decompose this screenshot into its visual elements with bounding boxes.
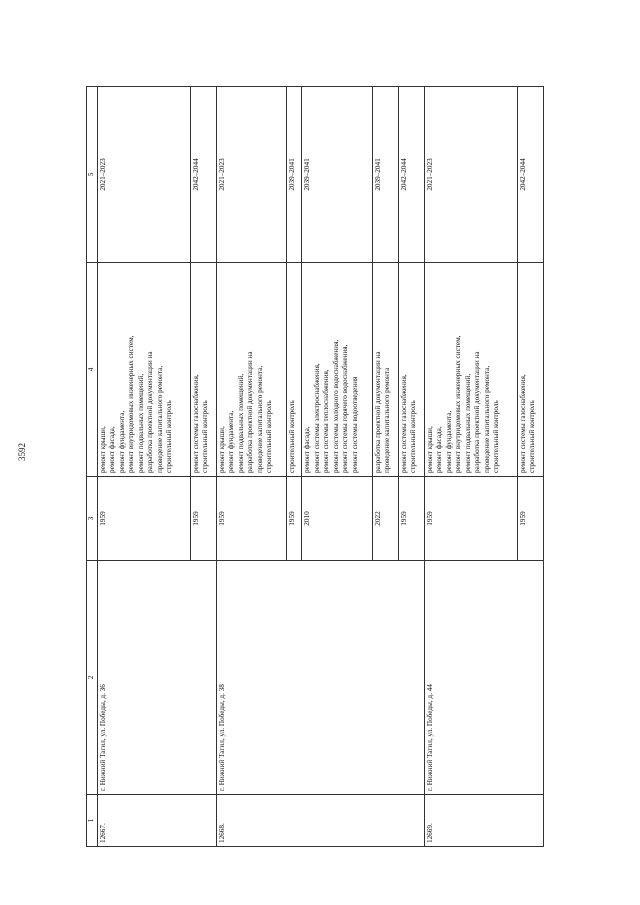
period-cell: 2039–2041 [302, 87, 373, 263]
period-cell: 2042–2044 [190, 87, 216, 263]
period-cell: 2042–2044 [398, 87, 424, 263]
works-cell [398, 263, 424, 477]
work-item: ремонт системы теплоснабжения, [322, 369, 331, 473]
address-cell: г. Нижний Тагил, ул. Победы, д. 44 [424, 561, 543, 795]
work-item: ремонт подвальных помещений, [463, 373, 472, 473]
year-cell: 1959 [216, 477, 287, 561]
header-row [87, 87, 98, 847]
object-code-cell: 12669. [424, 795, 543, 847]
table-row [97, 87, 190, 847]
table-row [216, 87, 287, 847]
page-number: 3592 [17, 443, 27, 461]
work-item: разработка проектной документации на [246, 351, 255, 473]
work-item: ремонт системы холодного водоснабжения, [331, 339, 340, 473]
works-cell [302, 263, 373, 477]
work-item: ремонт крыши, [98, 426, 107, 473]
work-item: ремонт фундамента, [227, 410, 236, 473]
work-item: разработка проектной документации на [146, 351, 154, 473]
object-code-cell: 12667. [97, 795, 216, 847]
header-col-4: 4 [87, 263, 98, 477]
work-item: ремонт подвальных помещений, [136, 373, 145, 473]
work-item: ремонт системы газоснабжения, [399, 374, 408, 473]
work-item: проведение капитального ремонта, [155, 365, 164, 473]
year-cell: 1959 [190, 477, 216, 561]
work-item: ремонт фундамента, [444, 410, 453, 473]
period-cell: 2039–2041 [372, 87, 398, 263]
work-item: ремонт системы горячего водоснабжения, [341, 344, 350, 473]
works-cell [424, 263, 517, 477]
work-item: ремонт фасада, [303, 426, 312, 473]
work-item: строительный контроль [528, 400, 537, 473]
work-item: ремонт внутридомовых инженерных систем, [454, 335, 463, 473]
period-cell: 2021–2023 [424, 87, 517, 263]
works-cell [190, 263, 216, 477]
work-item: проведение капитального ремонта, [482, 365, 491, 473]
year-cell: 2022 [372, 477, 398, 561]
works-cell [517, 263, 543, 477]
period-cell: 2021–2023 [216, 87, 287, 263]
header-col-1: 1 [87, 795, 98, 847]
address-cell: г. Нижний Тагил, ул. Победы, д. 36 [97, 561, 216, 795]
works-cell [97, 263, 190, 477]
work-item: ремонт фасада, [435, 426, 444, 473]
work-item: проведение капитального ремонта, [255, 365, 264, 473]
year-cell: 1959 [287, 477, 302, 561]
year-cell: 2010 [302, 477, 373, 561]
work-item: ремонт подвальных помещений, [236, 373, 245, 473]
works-cell [372, 263, 398, 477]
year-cell: 1959 [97, 477, 190, 561]
rotated-table-container [86, 87, 544, 847]
work-item: ремонт внутридомовых инженерных систем, [127, 335, 135, 473]
repair-schedule-table [86, 86, 544, 847]
year-cell: 1959 [517, 477, 543, 561]
work-item: проведение капитального ремонта [383, 367, 392, 473]
work-item: разработка проектной документации на [473, 351, 482, 473]
header-col-3: 3 [87, 477, 98, 561]
work-item: ремонт фундамента, [117, 410, 126, 473]
header-col-5: 5 [87, 87, 98, 263]
work-item: ремонт крыши, [425, 426, 434, 473]
work-item: строительный контроль [288, 400, 297, 473]
works-cell [287, 263, 302, 477]
work-item: строительный контроль [492, 400, 501, 473]
work-item: ремонт системы газоснабжения, [191, 374, 200, 473]
work-item: ремонт системы водоотведения [350, 376, 359, 473]
work-item: ремонт системы электроснабжения, [312, 363, 321, 473]
work-item: строительный контроль [201, 400, 210, 473]
year-cell: 1959 [424, 477, 517, 561]
work-item: строительный контроль [265, 400, 274, 473]
table-body [97, 87, 544, 847]
work-item: строительный контроль [409, 400, 418, 473]
work-item: ремонт фасада, [108, 426, 116, 473]
work-item: строительный контроль [165, 400, 173, 473]
works-cell [216, 263, 287, 477]
year-cell: 1959 [398, 477, 424, 561]
table-row [424, 87, 517, 847]
period-cell: 2021–2023 [97, 87, 190, 263]
object-code-cell: 12668. [216, 795, 424, 847]
period-cell: 2039–2041 [287, 87, 302, 263]
work-item: ремонт крыши, [217, 426, 226, 473]
work-item: разработка проектной документации на [373, 351, 382, 473]
header-col-2: 2 [87, 561, 98, 795]
period-cell: 2042–2044 [517, 87, 543, 263]
address-cell: г. Нижний Тагил, ул. Победы, д. 38 [216, 561, 424, 795]
work-item: ремонт системы газоснабжения, [518, 374, 527, 473]
